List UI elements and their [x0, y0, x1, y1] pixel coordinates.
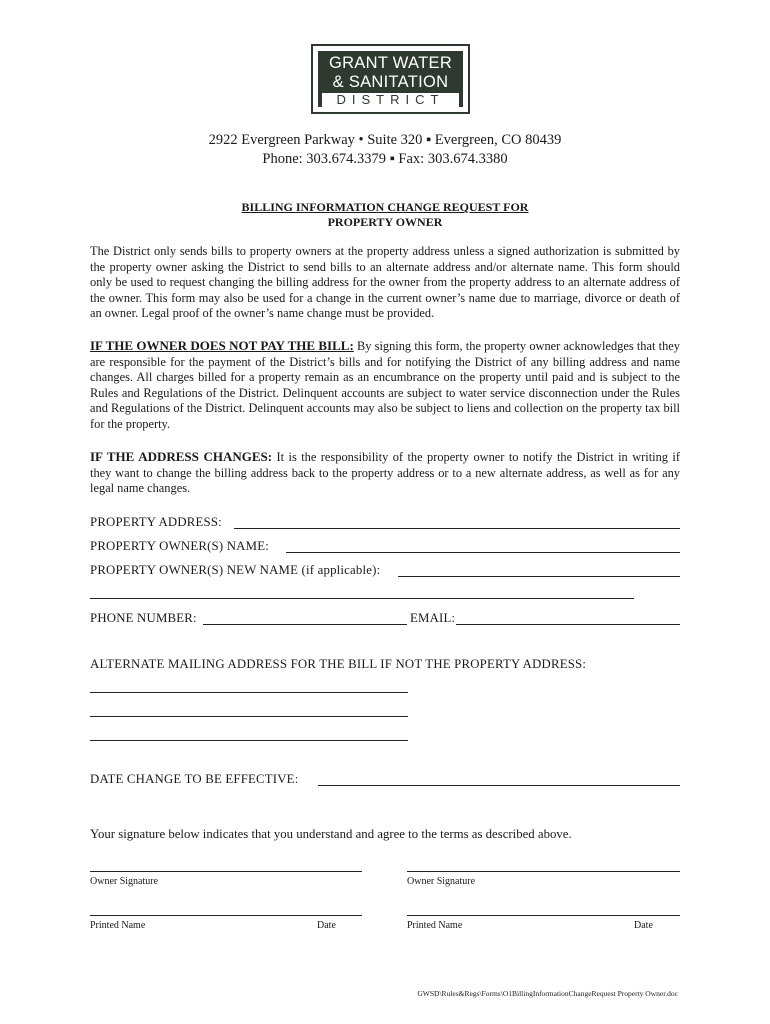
owner-signature-label-2: Owner Signature [407, 876, 476, 887]
form-title-line-1: BILLING INFORMATION CHANGE REQUEST FOR [241, 200, 529, 214]
owner-signature-label-1: Owner Signature [90, 876, 159, 887]
nonpayment-text: By signing this form, the property owner acknowledges that they are responsible for the payment of the District’s bills and for notifying the District of any billing address and name changes. All charges billed for a property remain as an encumbrance on the property until paid and is subject to the Rules and Regulations of the District. Delinquent accounts are subject to water service disconnection under the Rules and Regulations of the District. Delinquent accounts may also be subject to liens and collection on the property tax bill for the property. [90, 339, 680, 431]
date-label-1: Date [317, 920, 336, 931]
owner-signature-line-2[interactable] [407, 871, 680, 872]
property-address-label: PROPERTY ADDRESS: [90, 515, 222, 529]
logo-panel [318, 51, 463, 107]
intro-paragraph: The District only sends bills to property owners at the property address unless a signed authorization is submitted by the property owner asking the District to send bills to an alternate address and/or alternate name. This form should only be used to request changing the billing address for the owner from the property address to an alternate address of the owner. This form may also be used for a change in the current owner’s name due to marriage, divorce or death of an owner. Legal proof of the owner’s name change must be provided. [90, 244, 680, 321]
logo-district-band [322, 93, 459, 107]
owner-name-line[interactable] [286, 552, 680, 553]
new-name-continuation-line[interactable] [90, 598, 634, 599]
email-label: EMAIL: [410, 611, 456, 625]
nonpayment-paragraph [90, 338, 680, 433]
property-address-line[interactable] [234, 528, 680, 529]
printed-name-label-1: Printed Name [90, 920, 146, 931]
printed-name-line-2[interactable] [407, 915, 680, 916]
effective-date-label: DATE CHANGE TO BE EFFECTIVE: [90, 772, 299, 786]
phone-label: PHONE NUMBER: [90, 611, 197, 625]
logo-line-3: DISTRICT [336, 92, 445, 107]
logo-line-1: GRANT WATER [328, 54, 453, 72]
logo-line-2: & SANITATION [332, 73, 449, 91]
alt-address-label: ALTERNATE MAILING ADDRESS FOR THE BILL IF NOT THE PROPERTY ADDRESS: [90, 657, 587, 671]
address-change-paragraph [90, 449, 680, 497]
district-address: 2922 Evergreen Parkway • Suite 320 ▪ Evergreen, CO 80439 [208, 132, 562, 148]
signature-statement: Your signature below indicates that you understand and agree to the terms as described above. [90, 827, 572, 841]
form-title-line-2: PROPERTY OWNER [327, 215, 443, 229]
district-logo [311, 44, 470, 114]
address-change-text: It is the responsibility of the property owner to notify the District in writing if they want to change the billing address back to the property address or to a new alternate address, as well as for any legal name changes. [90, 450, 680, 496]
effective-date-line[interactable] [318, 785, 680, 786]
email-line[interactable] [456, 624, 680, 625]
alt-address-line-1[interactable] [90, 692, 408, 693]
nonpayment-heading: IF THE OWNER DOES NOT PAY THE BILL: [90, 338, 354, 353]
new-name-label: PROPERTY OWNER(S) NEW NAME (if applicable): [90, 563, 381, 577]
printed-name-label-2: Printed Name [407, 920, 463, 931]
owner-name-label: PROPERTY OWNER(S) NAME: [90, 539, 269, 553]
district-contact: Phone: 303.674.3379 ▪ Fax: 303.674.3380 [262, 151, 508, 167]
owner-signature-line-1[interactable] [90, 871, 362, 872]
date-label-2: Date [634, 920, 653, 931]
new-name-line[interactable] [398, 576, 680, 577]
document-path-footer: GWSD\Rules&Regs\Forms\O1BillingInformationChangeRequest Property Owner.doc [417, 989, 678, 998]
printed-name-line-1[interactable] [90, 915, 362, 916]
phone-line[interactable] [203, 624, 407, 625]
alt-address-line-3[interactable] [90, 740, 408, 741]
alt-address-line-2[interactable] [90, 716, 408, 717]
address-change-heading: IF THE ADDRESS CHANGES: [90, 449, 273, 464]
